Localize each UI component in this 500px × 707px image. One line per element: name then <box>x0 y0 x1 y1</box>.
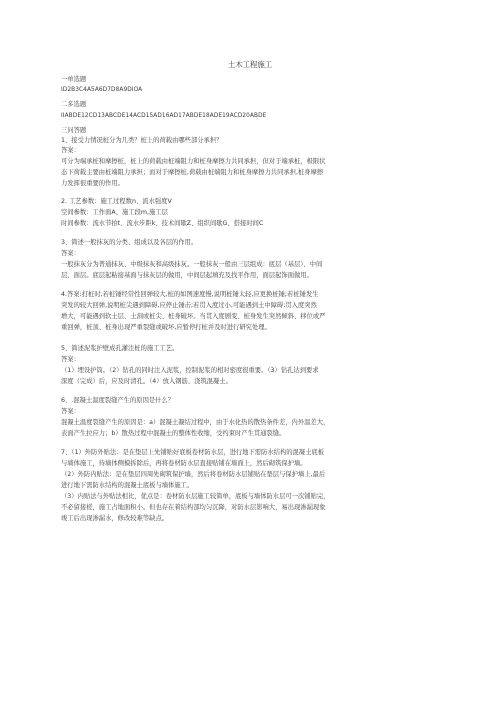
answer-1-line: 力发挥很重要的作用。 <box>61 180 124 187</box>
question-3: 3、简述一般抹灰的分类、组成以及各层的作用。 <box>61 239 198 246</box>
answer-6-line: 表面产生拉应力；b）散热过程中混凝土的整体性收缩，受约束时产生贯通裂缝。 <box>61 430 286 437</box>
answer-3-line: 一般抹灰分为普通抹灰、中级抹灰和高级抹灰。一般抹灰一般由三层组成：底层（基层）、中间 <box>61 261 323 268</box>
answer-4-line: 突发的较大回弹,说明桩尖遇到障碍,应停止锤击;若贯入度过小,可能遇到土中障碍;贯入度突然 <box>61 302 317 309</box>
document-title: 土木工程施工 <box>227 60 273 69</box>
answer-4-line: 重回弹，桩顶、桩身出现严重裂缝或破坏,应暂停打桩并及时进行研究处理。 <box>61 324 271 331</box>
answer-2-line: 空间参数：工作面A、施工段m,施工层 <box>61 209 168 216</box>
answer-2-line: 2. 工艺参数：施工过程数n、流水强度V <box>61 198 172 205</box>
answer-7-line: 与墙体施工，待墙体侧模拆除后，再将卷材防水层直接贴铺在墙面上，然后砌筑保护墙。 <box>61 460 307 467</box>
answer-label-5: 答案： <box>61 356 80 363</box>
answer-1-line: 可分为端承桩和摩擦桩，桩上的荷载由桩端阻力和桩身摩擦力共同承担，但对于端承桩，极限状 <box>61 158 326 165</box>
answer-5-line: 深度（完成）后，应及时清孔。（4）放入钢筋、浇筑混凝土。 <box>61 378 232 385</box>
answer-7-line: 7、（1）外防外贴法：是在垫层上先铺贴好底板卷材防水层，进行地下需防水结构的混凝土底板 <box>61 449 325 456</box>
answer-7-line: （3）内贴法与外贴法相比，优点是：卷材防水层施工较简单，底板与墙体防水层可一次铺贴完， <box>61 493 330 500</box>
question-5: 5、简述泥浆护壁成孔灌注桩的施工工艺。 <box>61 345 179 352</box>
single-choice-heading: 一单选题 <box>61 76 87 83</box>
answer-7-line: 竣工后出现渗漏水，修改较难等缺点。 <box>61 515 169 522</box>
answer-7-line: （2）外防内贴法：是在垫层四周先砌筑保护墙，然后将卷材防水层铺贴在垫层与保护墙上,最后 <box>61 471 326 478</box>
answer-5-line: （1）埋设护筒。（2）钻孔的同时注入泥浆，控制泥浆的相对密度很重要。（3）钻孔达到要求 <box>61 367 319 374</box>
single-choice-answers: ID2B3C4A5A6D7D8A9DIOA <box>61 87 143 93</box>
answer-label-1: 答案： <box>61 147 80 154</box>
multi-choice-answers: IIABDE12CD13ABCDE14ACD15AD16AD17ABDE18ADE19ACD20ABDE <box>61 113 267 119</box>
answer-label-3: 答案： <box>61 250 80 257</box>
answer-2-line: 时间参数：流水节拍t、流水步距k、技术间歇Z、组织间歇G、搭接时间C <box>61 220 264 227</box>
qa-heading: 三问答题 <box>61 127 87 134</box>
answer-label-6: 答案： <box>61 408 80 415</box>
answer-6-line: 混凝土温度裂缝产生的原因是：a）混凝土凝结过程中，由于水化热的散热条件差，内外温差大， <box>61 419 330 426</box>
answer-4-line: 4.答案:打桩时,若桩锤经常性回弹较大,桩的如图速度慢,说明桩锤太轻,应更换桩锤;若桩锤发生 <box>61 291 319 298</box>
answer-3-line: 层、面层。底层起粘接基面与抹灰层的做用，中间层起填充及找平作用，面层起饰面做用。 <box>61 272 313 279</box>
answer-7-line: 不必留接槎，施工占地面积小。但也存在着结构部均匀沉降，对防水层影响大，易出现渗漏现象 <box>61 504 326 511</box>
question-6: 6、.混凝土温度裂缝产生的原因是什么？ <box>61 397 175 404</box>
multi-choice-heading: 二多选题 <box>61 101 87 108</box>
answer-7-line: 进行地下需防水结构的混凝土底板与墙体施工。 <box>61 482 194 489</box>
question-1: 1、接受力情况桩分为几类？桩上的荷载由哪些部分承担？ <box>61 137 223 144</box>
answer-1-line: 态下荷载主要由桩端阻力承担；而对于摩擦桩,荷载由桩端阻力和桩身摩擦力共同承担,桩身摩擦 <box>61 169 324 176</box>
answer-4-line: 增大，可能遇到软土层、土洞或桩尖、桩身破坏。当贯入度剧变、桩身发生突然倾斜、移位或严 <box>61 313 326 320</box>
